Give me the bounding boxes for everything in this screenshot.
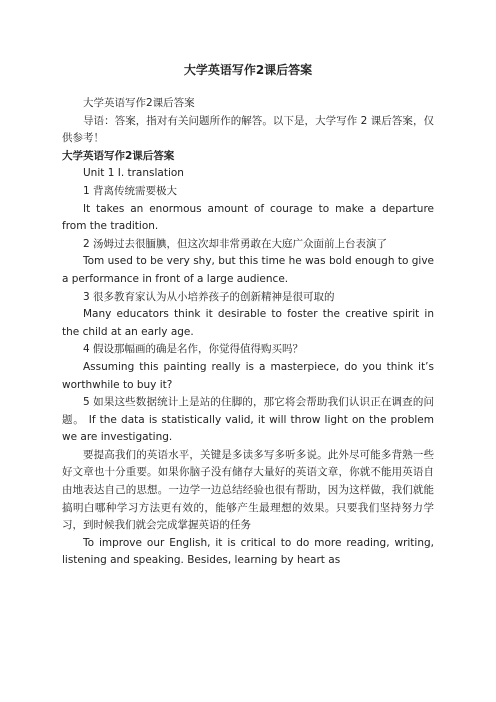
paragraph: To improve our English, it is critical to do more reading, writing, listening and speaking. Besides, learning by heart as (62, 536, 434, 567)
document-title: 大学英语写作2课后答案 (183, 63, 313, 77)
paragraph: Tom used to be very shy, but this time he was bold enough to give a performance in front of a large audience. (62, 255, 434, 285)
paragraph: 4 假设那幅画的确是名作，你觉得值得购买吗？ (83, 343, 304, 356)
section-heading: 大学英语写作2课后答案 (62, 149, 175, 162)
paragraph: 2 汤姆过去很腼腆，但这次却非常勇敢在大庭广众面前上台表演了 (83, 237, 388, 250)
unit-heading: Unit 1 I. translation (83, 167, 184, 180)
paragraph: 1 背离传统需要极大 (83, 184, 178, 197)
paragraph: 要提高我们的英语水平，关键是多读多写多听多说。此外尽可能多背熟一些好文章也十分重要。如果你脑子没有储存大量好的英语文章，你就不能用英语自由地表达自己的思想。一边学一边总结经验也很有帮助，因为这样做，我们就能搞明白哪种学习方法更有效的，能够产生最理想的效果。只要我们坚持努力学习，到时候我们就会完成掌握英语的任务 (62, 448, 434, 532)
paragraph: 5 如果这些数据统计上是站的住脚的，那它将会帮助我们认识正在调查的问题。 If the data is statistically valid, it will throw light on the problem we are investigating. (62, 396, 434, 444)
paragraph: Many educators think it desirable to foster the creative spirit in the child at an early age. (62, 308, 434, 338)
paragraph: Assuming this painting really is a masterpiece, do you think it’s worthwhile to buy it? (62, 360, 434, 391)
paragraph: 大学英语写作2课后答案 (83, 97, 195, 109)
document-body (62, 95, 434, 570)
paragraph: 导语：答案，指对有关问题所作的解答。以下是，大学写作 2 课后答案，仅供参考！ (62, 114, 434, 145)
paragraph: It takes an enormous amount of courage to make a departure from the tradition. (62, 202, 434, 233)
paragraph: 3 很多教育家认为从小培养孩子的创新精神是很可取的 (83, 290, 335, 303)
